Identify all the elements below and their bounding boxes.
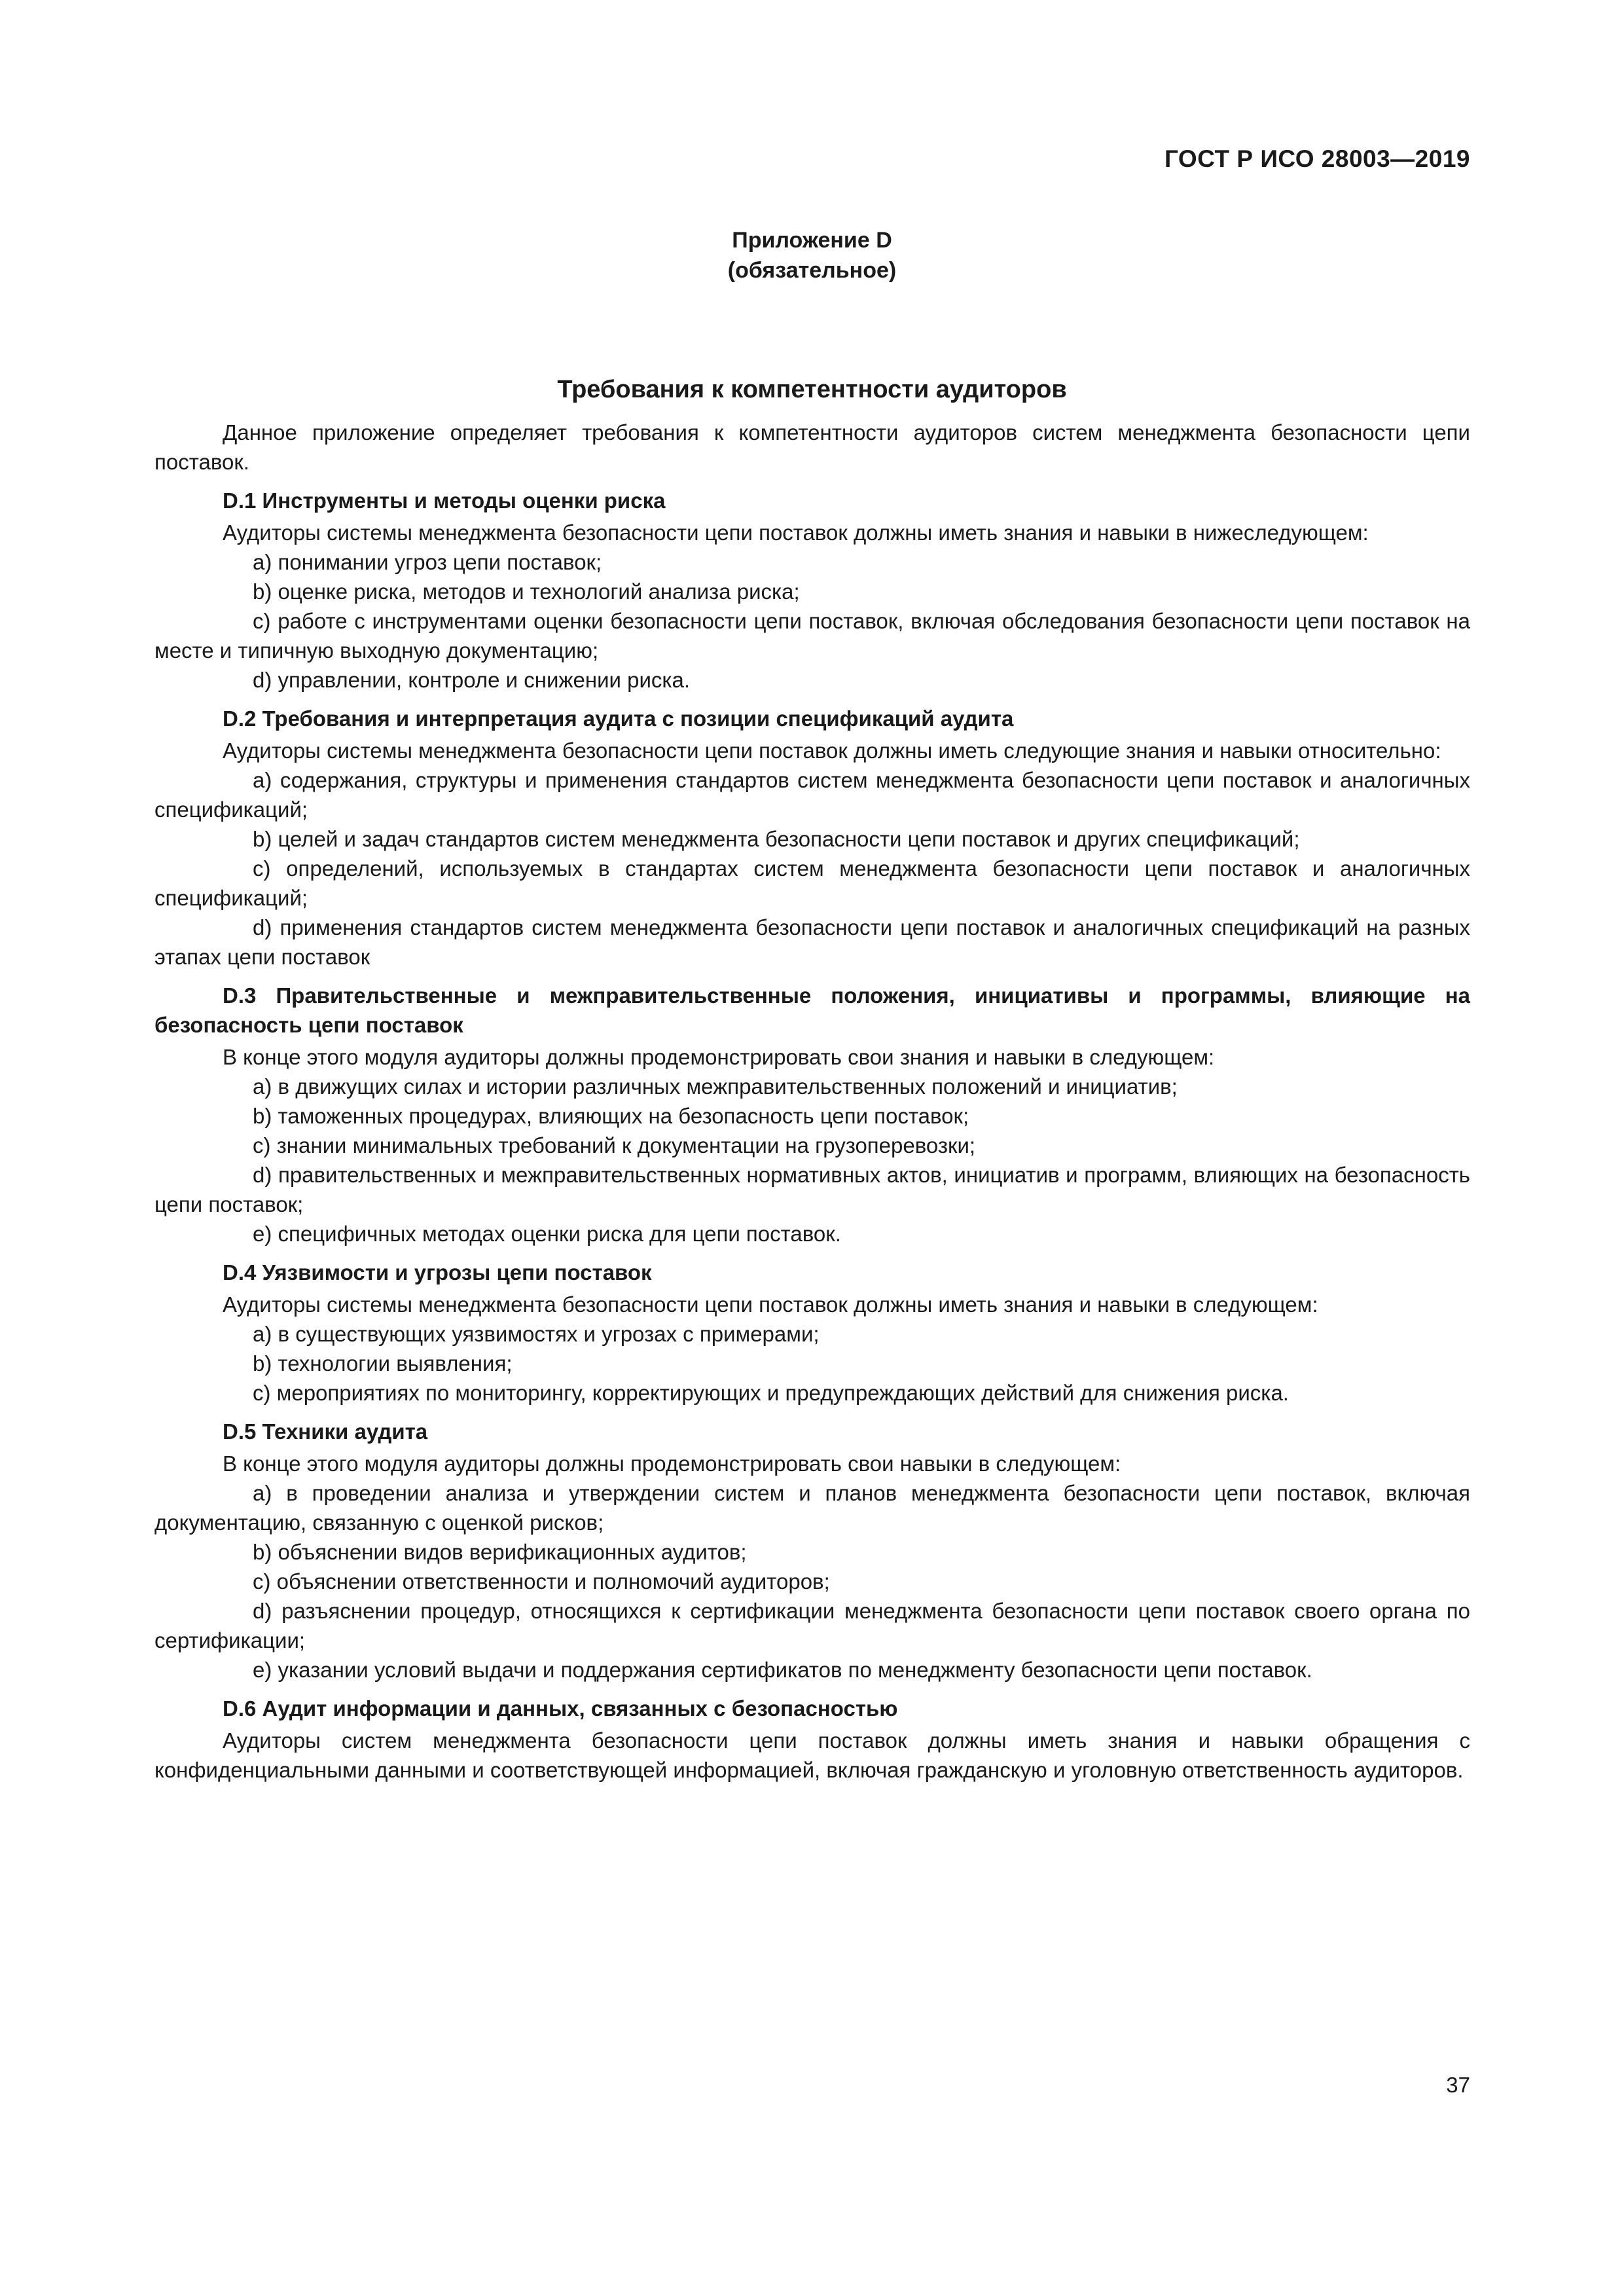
list-item: e) указании условий выдачи и поддержания сертификатов по менеджменту безопасности цепи поставок. <box>253 1658 1312 1682</box>
list-item: a) в существующих уязвимостях и угрозах с примерами; <box>253 1322 820 1346</box>
list-item: a) понимании угроз цепи поставок; <box>253 550 602 574</box>
list-item: d) разъяснении процедур, относящихся к сертификации менеджмента безопасности цепи поставок своего органа по сертификации; <box>154 1599 1470 1652</box>
section-heading: D.1 Инструменты и методы оценки риска <box>223 488 666 513</box>
section-lead: Аудиторы системы менеджмента безопасности цепи поставок должны иметь знания и навыки в нижеследующем: <box>223 520 1369 545</box>
list-item: d) правительственных и межправительственных нормативных актов, инициатив и программ, влияющих на безопасность цепи поставок; <box>154 1163 1470 1216</box>
annex-status: (обязательное) <box>727 258 897 283</box>
list-item: c) объяснении ответственности и полномочий аудиторов; <box>253 1569 830 1594</box>
document-code: ГОСТ Р ИСО 28003—2019 <box>1164 145 1470 172</box>
annex-heading <box>0 225 1624 285</box>
list-item: b) таможенных процедурах, влияющих на безопасность цепи поставок; <box>253 1104 969 1128</box>
section-lead: Аудиторы систем менеджмента безопасности цепи поставок должны иметь знания и навыки обращения с конфиденциальными данными и соответствующей информацией, включая гражданскую и уголовную ответственность аудиторов. <box>154 1728 1470 1782</box>
annex-label: Приложение D <box>732 228 892 253</box>
list-item: c) определений, используемых в стандартах систем менеджмента безопасности цепи поставок и аналогичных спецификаций; <box>154 856 1470 910</box>
list-item: d) применения стандартов систем менеджмента безопасности цепи поставок и аналогичных спецификаций на разных этапах цепи поставок <box>154 915 1470 969</box>
section-heading: D.5 Техники аудита <box>223 1419 428 1444</box>
document-body <box>154 418 1470 1785</box>
list-item: c) работе с инструментами оценки безопасности цепи поставок, включая обследования безопасности цепи поставок на месте и типичную выходную документацию; <box>154 609 1470 663</box>
page-number: 37 <box>1446 2073 1470 2097</box>
list-item: c) мероприятиях по мониторингу, корректирующих и предупреждающих действий для снижения риска. <box>253 1381 1289 1405</box>
annex-title: Требования к компетентности аудиторов <box>557 376 1067 403</box>
list-item: b) оценке риска, методов и технологий анализа риска; <box>253 579 800 604</box>
list-item: a) в проведении анализа и утверждении систем и планов менеджмента безопасности цепи поставок, включая документацию, связанную с оценкой рисков; <box>154 1481 1470 1535</box>
list-item: e) специфичных методах оценки риска для цепи поставок. <box>253 1222 841 1246</box>
list-item: a) содержания, структуры и применения стандартов систем менеджмента безопасности цепи поставок и аналогичных спецификаций; <box>154 768 1470 822</box>
section-lead: В конце этого модуля аудиторы должны продемонстрировать свои навыки в следующем: <box>223 1451 1121 1476</box>
section-lead: Аудиторы системы менеджмента безопасности цепи поставок должны иметь следующие знания и навыки относительно: <box>223 738 1441 763</box>
intro-paragraph: Данное приложение определяет требования к компетентности аудиторов систем менеджмента безопасности цепи поставок. <box>154 420 1470 474</box>
list-item: d) управлении, контроле и снижении риска. <box>253 668 691 692</box>
section-heading: D.4 Уязвимости и угрозы цепи поставок <box>223 1260 652 1285</box>
section-heading: D.2 Требования и интерпретация аудита с позиции спецификаций аудита <box>223 706 1014 731</box>
section-lead: Аудиторы системы менеджмента безопасности цепи поставок должны иметь знания и навыки в следующем: <box>223 1292 1318 1317</box>
section-lead: В конце этого модуля аудиторы должны продемонстрировать свои знания и навыки в следующем: <box>223 1045 1215 1069</box>
section-heading: D.6 Аудит информации и данных, связанных с безопасностью <box>223 1696 898 1721</box>
list-item: b) объяснении видов верификационных аудитов; <box>253 1540 747 1564</box>
section-heading: D.3 Правительственные и межправительственные положения, инициативы и программы, влияющие на безопасность цепи поставок <box>154 983 1470 1037</box>
list-item: c) знании минимальных требований к документации на грузоперевозки; <box>253 1133 976 1157</box>
list-item: a) в движущих силах и истории различных межправительственных положений и инициатив; <box>253 1074 1178 1099</box>
list-item: b) технологии выявления; <box>253 1351 513 1376</box>
list-item: b) целей и задач стандартов систем менеджмента безопасности цепи поставок и других спецификаций; <box>253 827 1300 851</box>
